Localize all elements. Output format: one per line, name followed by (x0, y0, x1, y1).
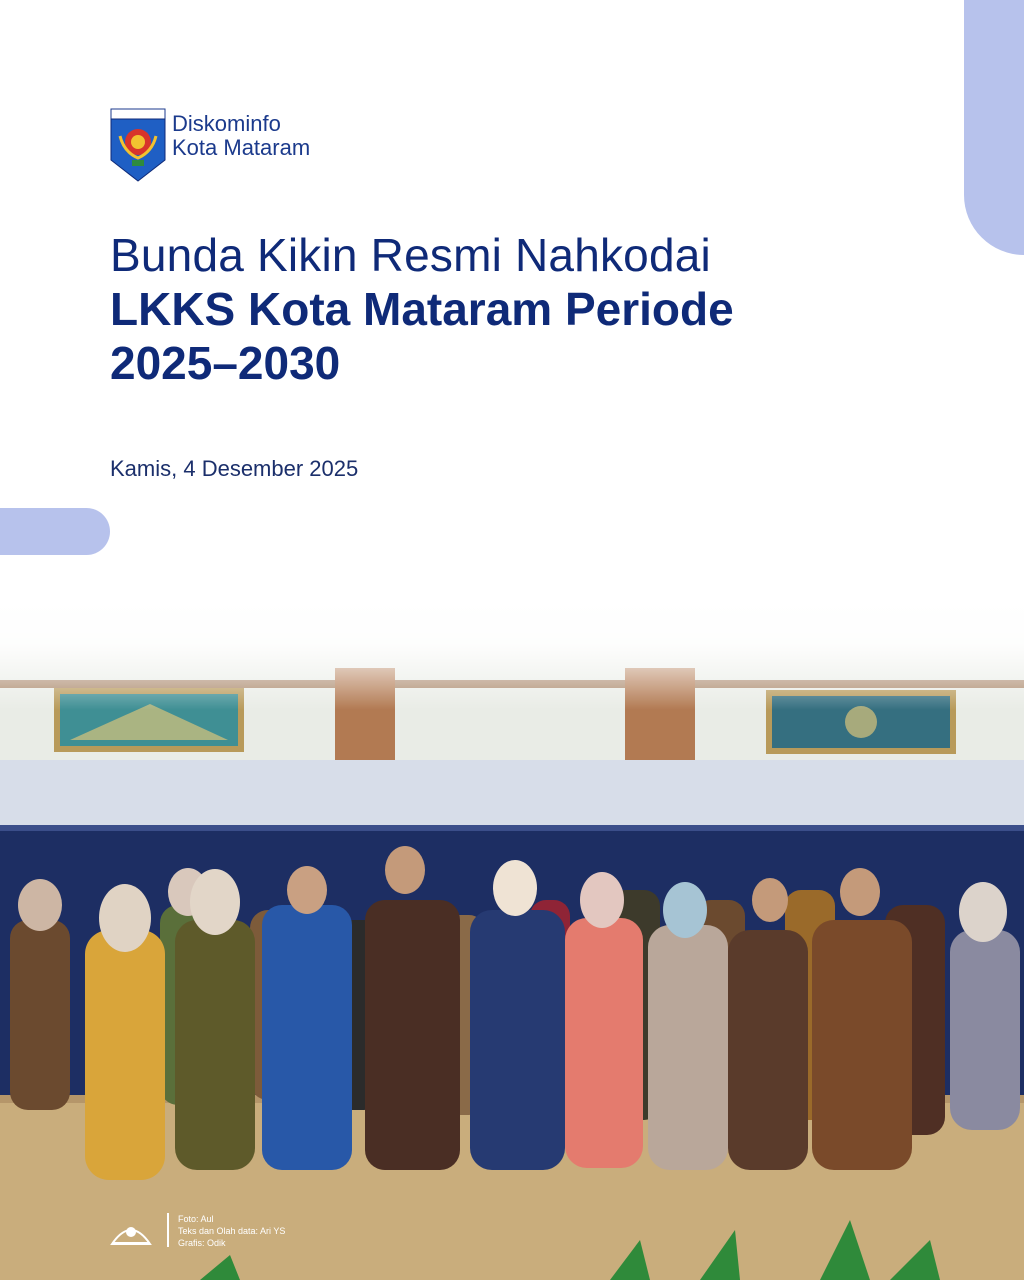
credit-text: Teks dan Olah data: Ari YS (178, 1226, 286, 1236)
brand-header (110, 108, 310, 182)
photo-top-fade (0, 600, 1024, 710)
corner-decoration-top-right (964, 0, 1024, 255)
headline (110, 228, 970, 390)
kota-mataram-crest-icon (110, 108, 166, 182)
credits (178, 1213, 285, 1249)
headline-line3: 2025–2030 (110, 337, 341, 389)
headline-line1: Bunda Kikin Resmi Nahkodai (110, 229, 711, 281)
credit-graphics: Grafis: Odik (178, 1238, 226, 1248)
headline-line2: LKKS Kota Mataram Periode (110, 283, 734, 335)
brand-name-line1: Diskominfo (172, 111, 281, 136)
credits-emblem-icon (108, 1214, 154, 1248)
publish-date: Kamis, 4 Desember 2025 (110, 456, 359, 481)
credit-photo: Foto: Aul (178, 1214, 214, 1224)
brand-name-line2: Kota Mataram (172, 135, 311, 160)
credits-divider (167, 1213, 169, 1247)
side-decoration-left (0, 508, 110, 555)
